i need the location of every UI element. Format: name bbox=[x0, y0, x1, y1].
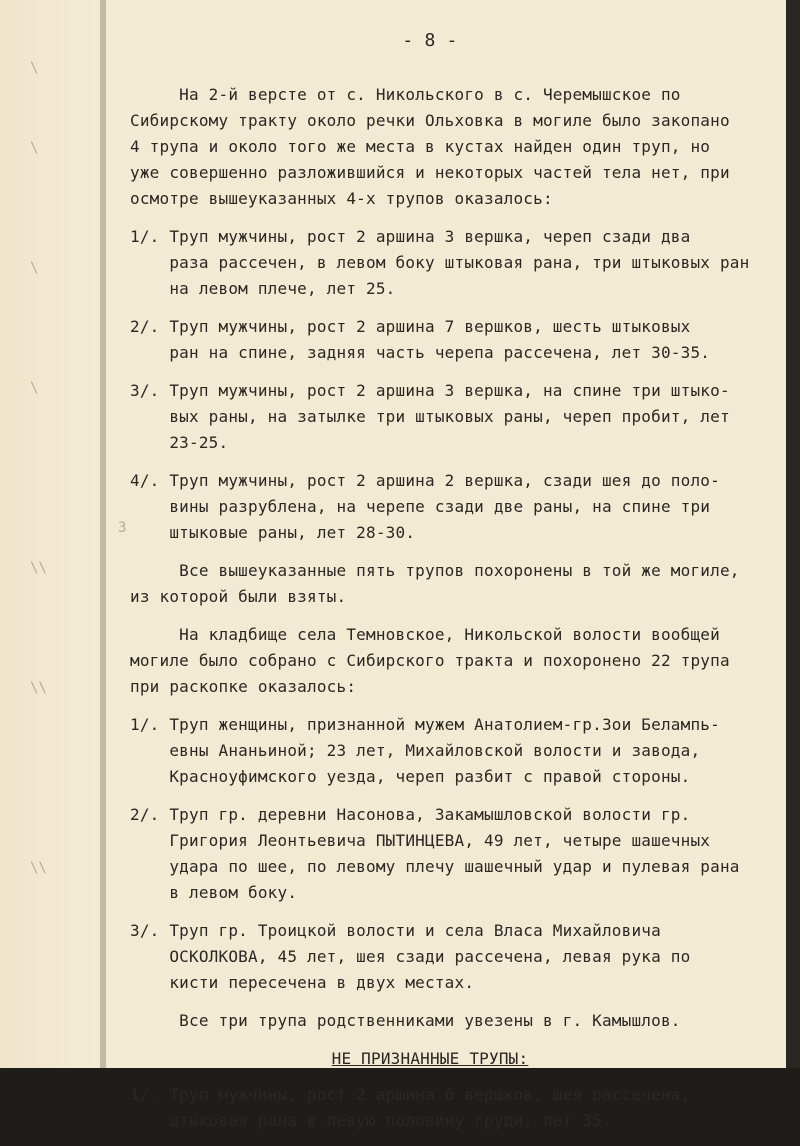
text-line: на левом плече, лет 25. bbox=[130, 279, 396, 298]
text-line: ОСКОЛКОВА, 45 лет, шея сзади рассечена, левая рука по bbox=[130, 947, 691, 966]
text-line: Все три трупа родственниками увезены в г. Камышлов. bbox=[130, 1011, 681, 1030]
document-text bbox=[130, 28, 780, 1146]
paragraph bbox=[130, 82, 780, 212]
paragraphs bbox=[130, 82, 780, 1034]
paragraph bbox=[130, 918, 780, 996]
paragraph bbox=[130, 1008, 780, 1034]
text-line: 4/. Труп мужчины, рост 2 аршина 2 вершка, сзади шея до поло- bbox=[130, 471, 720, 490]
text-line: 1/. Труп мужчины, рост 2 аршина 6 вершков, шея рассечена, bbox=[130, 1085, 691, 1104]
text-line: 3/. Труп гр. Троицкой волости и села Власа Михайловича bbox=[130, 921, 661, 940]
text-line: 3/. Труп мужчины, рост 2 аршина 3 вершка, на спине три штыко- bbox=[130, 381, 730, 400]
margin-mark: \ bbox=[30, 60, 39, 76]
margin-mark: \ bbox=[30, 260, 39, 276]
text-line: удара по шее, по левому плечу шашечный удар и пулевая рана bbox=[130, 857, 740, 876]
text-line: из которой были взяты. bbox=[130, 587, 347, 606]
text-line: уже совершенно разложившийся и некоторых частей тела нет, при bbox=[130, 163, 730, 182]
paragraph bbox=[130, 378, 780, 456]
paragraph bbox=[130, 468, 780, 546]
text-line: 2/. Труп гр. деревни Насонова, Закамышловской волости гр. bbox=[130, 805, 691, 824]
text-line: при раскопке оказалось: bbox=[130, 677, 357, 696]
margin-mark: \ bbox=[30, 140, 39, 156]
text-line: Сибирскому тракту около речки Ольховка в могиле было закопано bbox=[130, 111, 730, 130]
section-heading: НЕ ПРИЗНАННЫЕ ТРУПЫ: bbox=[331, 1049, 529, 1068]
text-line: 1/. Труп мужчины, рост 2 аршина 3 вершка, череп сзади два bbox=[130, 227, 691, 246]
paragraph bbox=[130, 802, 780, 906]
text-line: На кладбище села Темновское, Никольской волости вообщей bbox=[130, 625, 720, 644]
text-line: Все вышеуказанные пять трупов похоронены в той же могиле, bbox=[130, 561, 740, 580]
margin-mark: \\ bbox=[30, 860, 47, 876]
text-line: 4 трупа и около того же места в кустах найден один труп, но bbox=[130, 137, 711, 156]
text-line: Григория Леонтьевича ПЫТИНЦЕВА, 49 лет, четыре шашечных bbox=[130, 831, 711, 850]
text-line: Красноуфимского уезда, череп разбит с правой стороны. bbox=[130, 767, 691, 786]
paragraph bbox=[130, 314, 780, 366]
text-line: могиле было собрано с Сибирского тракта и похоронено 22 трупа bbox=[130, 651, 730, 670]
margin-mark: \\ bbox=[30, 680, 47, 696]
text-line: вых раны, на затылке три штыковых раны, череп пробит, лет bbox=[130, 407, 730, 426]
page-number: - 8 - bbox=[402, 30, 458, 51]
text-line: На 2-й версте от с. Никольского в с. Черемышское по bbox=[130, 85, 681, 104]
right-dark-edge bbox=[786, 0, 800, 1068]
text-line: кисти пересечена в двух местах. bbox=[130, 973, 475, 992]
margin-mark: \ bbox=[30, 380, 39, 396]
margin-marks bbox=[30, 0, 127, 1068]
final-paragraph bbox=[130, 1082, 780, 1134]
paragraph bbox=[130, 224, 780, 302]
margin-mark: \\ bbox=[30, 560, 47, 576]
text-line: евны Ананьиной; 23 лет, Михайловской волости и завода, bbox=[130, 741, 701, 760]
text-line: 23-25. bbox=[130, 433, 229, 452]
text-line: штыковая рана в левую половину груди, лет 35. bbox=[130, 1111, 612, 1130]
margin-mark: 3 bbox=[118, 520, 127, 536]
text-line: 1/. Труп женщины, признанной мужем Анатолием-гр.Зои Белампь- bbox=[130, 715, 720, 734]
text-line: раза рассечен, в левом боку штыковая рана, три штыковых ран bbox=[130, 253, 750, 272]
text-line: осмотре вышеуказанных 4-х трупов оказалось: bbox=[130, 189, 553, 208]
paragraph bbox=[130, 558, 780, 610]
text-line: в левом боку. bbox=[130, 883, 298, 902]
paragraph bbox=[130, 712, 780, 790]
paragraph bbox=[130, 622, 780, 700]
paragraph bbox=[130, 1082, 780, 1134]
text-line: вины разрублена, на черепе сзади две раны, на спине три bbox=[130, 497, 711, 516]
binding-edge bbox=[100, 0, 106, 1068]
text-line: штыковые раны, лет 28-30. bbox=[130, 523, 416, 542]
text-line: ран на спине, задняя часть черепа рассечена, лет 30-35. bbox=[130, 343, 711, 362]
text-line: 2/. Труп мужчины, рост 2 аршина 7 вершков, шесть штыковых bbox=[130, 317, 691, 336]
